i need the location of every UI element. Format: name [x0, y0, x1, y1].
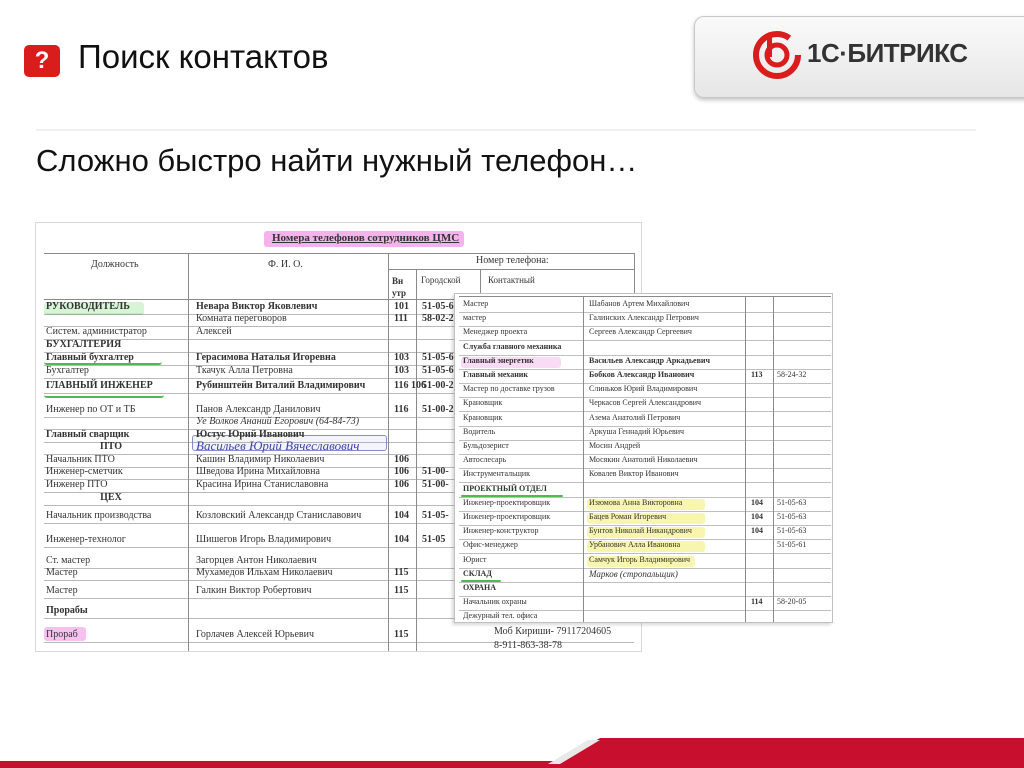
- doc2-cell-name: Урбанович Алла Ивановна: [589, 540, 681, 550]
- doc1-cell-city: 58-02-2: [422, 313, 454, 324]
- doc2-cell-name: Галинских Александр Петрович: [589, 313, 699, 323]
- doc1-cell-int: 106: [394, 466, 409, 477]
- doc2-cell-pos: Инструментальщик: [463, 469, 531, 479]
- doc1-cell-pos: Инженер ПТО: [46, 479, 108, 490]
- doc1-cell-city: 51-05: [422, 534, 446, 545]
- doc1-cell-city: 51-05-: [422, 510, 449, 521]
- doc1-cell-name: Загорцев Антон Николаевич: [196, 555, 317, 566]
- doc1-cell-int: 106: [394, 454, 409, 465]
- footer-decor: [0, 734, 1024, 768]
- doc2-cell-int: 114: [751, 597, 763, 607]
- doc1-cell-pos: Инженер-сметчик: [46, 466, 123, 477]
- doc1-cell-city: 51-05-6: [422, 301, 454, 312]
- doc2-cell-pos: Инженер-конструктор: [463, 526, 539, 536]
- doc1-cell-pos: Инженер по ОТ и ТБ: [46, 404, 136, 415]
- doc1-cell-int: 116 106: [394, 380, 426, 391]
- doc2-cell-name: Изюмова Анна Викторовна: [589, 497, 683, 507]
- doc1-cell-int: 101: [394, 301, 409, 312]
- doc2-cell-int: 104: [751, 497, 763, 507]
- doc1-cell-name: Уе Волков Ананий Егорович (64-84-73): [196, 416, 360, 427]
- doc2-cell-name: Бацев Роман Игоревич: [589, 512, 667, 521]
- doc1-cell-name: Шишегов Игорь Владимирович: [196, 534, 332, 545]
- doc1-cell-name: Рубинштейн Виталий Владимирович: [196, 380, 366, 391]
- doc1-cell-pos: ПТО: [99, 441, 123, 452]
- doc1-cell-city: 51-00-: [422, 479, 449, 490]
- doc2-cell-name: Шабанов Артем Михайлович: [589, 299, 690, 308]
- doc1-cell-pos: Ст. мастер: [46, 555, 91, 566]
- doc2-cell-pos: Начальник охраны: [463, 597, 527, 607]
- doc1-cell-name: Козловский Александр Станиславович: [196, 510, 362, 521]
- slide-title: Поиск контактов: [78, 38, 329, 75]
- doc2-cell-pos: СКЛАД: [463, 568, 492, 578]
- doc2-cell-name: Самчук Игорь Владимирович: [589, 554, 691, 564]
- doc1-cell-pos: Главный сварщик: [46, 429, 130, 440]
- doc2-cell-int: 104: [751, 526, 763, 536]
- doc1-cell-name: Галкин Виктор Робертович: [196, 585, 312, 596]
- doc1-cell-city: 51-00-2: [422, 404, 454, 415]
- doc1-cell-int: 115: [394, 629, 409, 640]
- doc2-cell-city: 51-05-63: [777, 512, 807, 521]
- doc1-cell-pos: Мастер: [46, 585, 78, 596]
- doc1-cell-name: Красина Ирина Станиславовна: [196, 479, 329, 490]
- mobile-line-2: 8-911-863-38-78: [494, 640, 562, 651]
- doc2-cell-pos: ПРОЕКТНЫЙ ОТДЕЛ: [463, 483, 547, 493]
- header-divider: [36, 129, 976, 131]
- doc1-cell-pos: Прорабы: [46, 605, 88, 616]
- doc2-cell-city: 51-05-63: [777, 526, 807, 536]
- doc1-cell-pos: Главный бухгалтер: [46, 352, 134, 363]
- doc2-cell-name: Бунтов Николай Никандрович: [589, 526, 692, 536]
- slide-subtitle: Сложно быстро найти нужный телефон…: [36, 143, 638, 178]
- doc2-cell-name: Васильев Александр Аркадьевич: [589, 355, 711, 365]
- col-position: Должность: [91, 259, 139, 270]
- logo-text: 1С·БИТРИКС: [807, 38, 968, 68]
- doc1-cell-int: 115: [394, 585, 409, 596]
- doc2-cell-pos: Главный энергетик: [463, 355, 534, 365]
- doc2-cell-pos: Юрист: [463, 554, 487, 564]
- doc2-cell-name: Марков (стропальщик): [589, 568, 678, 579]
- doc1-cell-int: 106: [394, 479, 409, 490]
- doc1-cell-city: 51-05-6: [422, 352, 454, 363]
- doc2-cell-pos: Крановщик: [463, 412, 503, 422]
- doc1-cell-int: 103: [394, 365, 409, 376]
- doc1-cell-name: Горлачев Алексей Юрьевич: [196, 629, 314, 640]
- col-contact: Контактный: [488, 275, 535, 285]
- doc2-cell-name: Ковалев Виктор Иванович: [589, 469, 679, 479]
- doc2-cell-pos: Служба главного механика: [463, 341, 562, 351]
- bitrix-logo-badge: [694, 16, 1024, 98]
- doc2-cell-pos: Инженер-проектировщик: [463, 512, 551, 521]
- doc2-cell-pos: Главный механик: [463, 370, 529, 379]
- doc2-cell-name: Бобков Александр Иванович: [589, 370, 695, 379]
- doc1-cell-name: Мухамедов Ильхам Николаевич: [196, 567, 333, 578]
- doc1-cell-pos: Мастер: [46, 567, 78, 578]
- doc2-cell-pos: Водитель: [463, 426, 496, 436]
- doc1-cell-pos: Систем. администратор: [46, 326, 147, 337]
- doc1-cell-name: Кашин Владимир Николаевич: [196, 454, 325, 465]
- doc2-cell-name: Аркуша Геннадий Юрьевич: [589, 426, 685, 436]
- bitrix-logo-icon: [753, 31, 801, 79]
- doc1-cell-name: Ткачук Алла Петровна: [196, 365, 293, 376]
- col-city: Городской: [421, 275, 461, 285]
- doc1-cell-pos: Бухгалтер: [46, 365, 89, 376]
- doc2-cell-pos: ОХРАНА: [463, 583, 497, 592]
- doc1-cell-pos: Инженер-технолог: [46, 534, 126, 545]
- doc1-cell-name: Алексей: [196, 326, 232, 337]
- phone-list-scan-2: [454, 293, 833, 623]
- doc2-cell-city: 51-05-61: [777, 540, 807, 550]
- doc2-cell-city: 58-20-05: [777, 597, 807, 607]
- doc-heading: Номера телефонов сотрудников ЦМС: [272, 232, 460, 244]
- doc1-cell-int: 104: [394, 510, 409, 521]
- mobile-line-1: Моб Кириши- 79117204605: [494, 626, 612, 637]
- doc1-cell-name: Юстус Юрий Иванович: [196, 429, 305, 440]
- doc2-cell-pos: Офис-менеджер: [463, 540, 518, 550]
- doc2-cell-name: Черкасов Сергей Александрович: [589, 398, 702, 408]
- doc1-cell-name: Комната переговоров: [196, 313, 287, 324]
- doc1-cell-city: 51-00-2: [422, 380, 454, 391]
- doc1-cell-pos: ГЛАВНЫЙ ИНЖЕНЕР: [46, 380, 153, 391]
- col-name: Ф. И. О.: [268, 259, 303, 270]
- doc2-cell-pos: мастер: [463, 313, 487, 323]
- doc1-cell-pos: Прораб: [46, 629, 78, 640]
- doc1-cell-city: 51-00-: [422, 466, 449, 477]
- doc1-cell-pos: ЦЕХ: [100, 492, 122, 503]
- doc2-cell-pos: Инженер-проектировщик: [463, 497, 551, 507]
- doc1-cell-int: 104: [394, 534, 409, 545]
- doc2-cell-pos: Менеджер проекта: [463, 327, 528, 337]
- doc2-cell-city: 51-05-63: [777, 497, 807, 507]
- doc2-cell-pos: Крановщик: [463, 398, 503, 408]
- doc1-cell-int: 115: [394, 567, 409, 578]
- doc1-cell-name: Васильев Юрий Вячеславович: [196, 438, 360, 453]
- doc2-cell-pos: Автослесарь: [463, 455, 507, 465]
- doc2-cell-pos: Бульдозерист: [463, 441, 509, 450]
- col-phone: Номер телефона:: [476, 255, 549, 266]
- doc2-cell-name: Мосин Андрей: [589, 441, 641, 450]
- doc2-cell-name: Азема Анатолий Петрович: [589, 412, 681, 422]
- doc2-cell-name: Мосякин Анатолий Николаевич: [589, 455, 698, 465]
- doc1-cell-int: 103: [394, 352, 409, 363]
- doc2-cell-name: Сергеев Александр Сергеевич: [589, 327, 692, 337]
- doc2-cell-city: 58-24-32: [777, 370, 807, 379]
- doc2-cell-pos: Дежурный тел. офиса: [463, 611, 538, 621]
- doc1-cell-int: 111: [394, 313, 408, 324]
- doc1-cell-name: Невара Виктор Яковлевич: [196, 301, 318, 312]
- col-internal: Вн утр: [392, 276, 407, 298]
- doc1-cell-pos: БУХГАЛТЕРИЯ: [46, 339, 122, 350]
- doc1-cell-city: 51-05-6: [422, 365, 454, 376]
- doc1-cell-int: 116: [394, 404, 409, 415]
- doc1-cell-pos: Начальник ПТО: [46, 454, 115, 465]
- doc2-cell-int: 104: [751, 512, 763, 521]
- doc1-cell-name: Герасимова Наталья Игоревна: [196, 352, 336, 363]
- doc2-cell-int: 113: [751, 370, 763, 379]
- doc1-cell-name: Шведова Ирина Михайловна: [196, 466, 320, 477]
- doc1-cell-pos: РУКОВОДИТЕЛЬ: [46, 301, 130, 312]
- doc1-cell-name: Панов Александр Данилович: [196, 404, 321, 415]
- doc1-cell-pos: Начальник производства: [46, 510, 152, 521]
- doc2-cell-pos: Мастер по доставке грузов: [463, 384, 555, 394]
- doc2-cell-pos: Мастер: [463, 299, 489, 308]
- doc2-cell-name: Слиньков Юрий Владимирович: [589, 384, 698, 394]
- question-icon: ?: [24, 45, 60, 77]
